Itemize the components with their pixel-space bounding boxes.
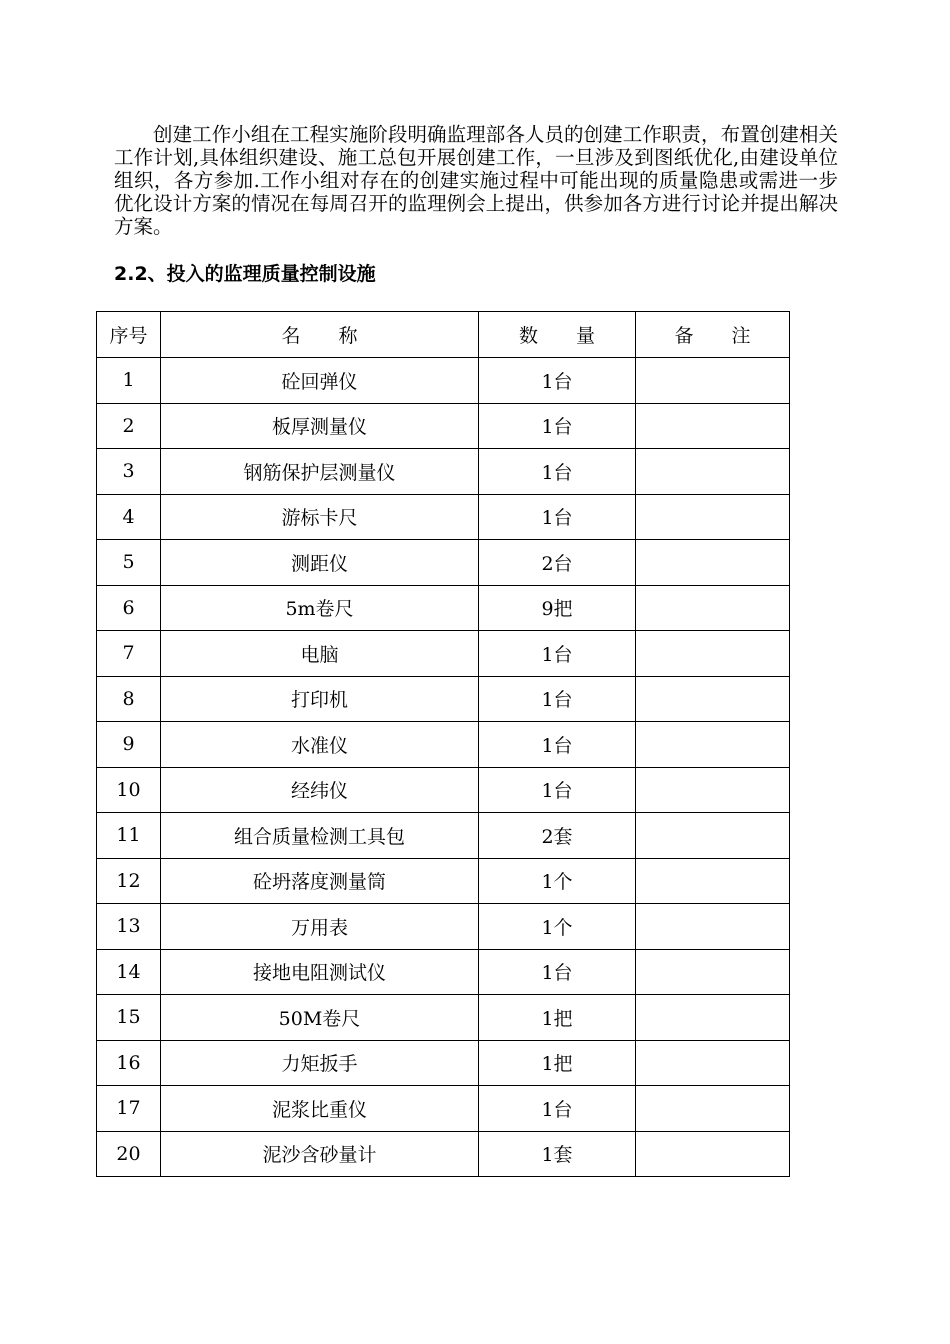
cell-remarks: [636, 995, 790, 1041]
cell-serial-number: 2: [97, 403, 161, 449]
cell-quantity: 9把: [479, 585, 636, 631]
cell-name: 经纬仪: [161, 767, 479, 813]
cell-serial-number: 6: [97, 585, 161, 631]
cell-remarks: [636, 949, 790, 995]
cell-quantity: 1套: [479, 1131, 636, 1177]
table-row: [97, 813, 790, 859]
table-row: [97, 449, 790, 495]
cell-quantity: 1台: [479, 767, 636, 813]
cell-remarks: [636, 676, 790, 722]
cell-quantity: 1个: [479, 904, 636, 950]
cell-remarks: [636, 858, 790, 904]
table-row: [97, 403, 790, 449]
cell-name: 组合质量检测工具包: [161, 813, 479, 859]
cell-quantity: 1个: [479, 858, 636, 904]
cell-serial-number: 16: [97, 1040, 161, 1086]
cell-remarks: [636, 494, 790, 540]
cell-remarks: [636, 585, 790, 631]
cell-name: 万用表: [161, 904, 479, 950]
cell-serial-number: 20: [97, 1131, 161, 1177]
cell-remarks: [636, 722, 790, 768]
cell-quantity: 1台: [479, 403, 636, 449]
cell-quantity: 1台: [479, 1086, 636, 1132]
cell-remarks: [636, 358, 790, 404]
cell-serial-number: 4: [97, 494, 161, 540]
cell-quantity: 1把: [479, 995, 636, 1041]
section-heading: 2.2、投入的监理质量控制设施: [114, 263, 376, 285]
cell-name: 5m卷尺: [161, 585, 479, 631]
cell-name: 50M卷尺: [161, 995, 479, 1041]
cell-name: 板厚测量仪: [161, 403, 479, 449]
header-name: 名 称: [161, 312, 479, 358]
cell-serial-number: 1: [97, 358, 161, 404]
cell-serial-number: 3: [97, 449, 161, 495]
table-row: [97, 995, 790, 1041]
table-row: [97, 949, 790, 995]
cell-remarks: [636, 904, 790, 950]
table-row: [97, 767, 790, 813]
cell-name: 接地电阻测试仪: [161, 949, 479, 995]
cell-remarks: [636, 1086, 790, 1132]
cell-serial-number: 14: [97, 949, 161, 995]
cell-serial-number: 15: [97, 995, 161, 1041]
table-header-row: [97, 312, 790, 358]
cell-remarks: [636, 631, 790, 677]
cell-quantity: 2套: [479, 813, 636, 859]
cell-name: 测距仪: [161, 540, 479, 586]
cell-name: 钢筋保护层测量仪: [161, 449, 479, 495]
cell-quantity: 1台: [479, 449, 636, 495]
table-row: [97, 585, 790, 631]
cell-name: 泥沙含砂量计: [161, 1131, 479, 1177]
cell-name: 电脑: [161, 631, 479, 677]
header-quantity: 数 量: [479, 312, 636, 358]
cell-serial-number: 9: [97, 722, 161, 768]
cell-remarks: [636, 813, 790, 859]
header-remarks: 备 注: [636, 312, 790, 358]
cell-quantity: 1台: [479, 676, 636, 722]
cell-serial-number: 12: [97, 858, 161, 904]
cell-remarks: [636, 1040, 790, 1086]
cell-remarks: [636, 449, 790, 495]
table-row: [97, 1131, 790, 1177]
cell-name: 砼坍落度测量筒: [161, 858, 479, 904]
cell-serial-number: 5: [97, 540, 161, 586]
table-row: [97, 358, 790, 404]
cell-name: 水准仪: [161, 722, 479, 768]
table-row: [97, 858, 790, 904]
table-row: [97, 540, 790, 586]
cell-serial-number: 10: [97, 767, 161, 813]
cell-quantity: 1台: [479, 358, 636, 404]
cell-remarks: [636, 767, 790, 813]
cell-quantity: 1台: [479, 722, 636, 768]
cell-name: 打印机: [161, 676, 479, 722]
table-row: [97, 722, 790, 768]
table-row: [97, 631, 790, 677]
cell-remarks: [636, 403, 790, 449]
cell-remarks: [636, 1131, 790, 1177]
cell-quantity: 1台: [479, 949, 636, 995]
cell-name: 泥浆比重仪: [161, 1086, 479, 1132]
cell-quantity: 1台: [479, 631, 636, 677]
table-row: [97, 494, 790, 540]
cell-name: 砼回弹仪: [161, 358, 479, 404]
cell-quantity: 1台: [479, 494, 636, 540]
cell-quantity: 1把: [479, 1040, 636, 1086]
cell-serial-number: 11: [97, 813, 161, 859]
cell-name: 力矩扳手: [161, 1040, 479, 1086]
cell-serial-number: 17: [97, 1086, 161, 1132]
cell-remarks: [636, 540, 790, 586]
cell-serial-number: 13: [97, 904, 161, 950]
body-paragraph: 创建工作小组在工程实施阶段明确监理部各人员的创建工作职责，布置创建相关工作计划,具体组织建设、施工总包开展创建工作，一旦涉及到图纸优化,由建设单位组织，各方参加.工作小组对存在的创建实施过程中可能出现的质量隐患或需进一步优化设计方案的情况在每周召开的监理例会上提出，供参加各方进行讨论并提出解决方案。: [114, 123, 838, 238]
table-row: [97, 1086, 790, 1132]
table-row: [97, 676, 790, 722]
table-row: [97, 1040, 790, 1086]
header-serial-number: 序号: [97, 312, 161, 358]
cell-name: 游标卡尺: [161, 494, 479, 540]
cell-quantity: 2台: [479, 540, 636, 586]
table-row: [97, 904, 790, 950]
cell-serial-number: 8: [97, 676, 161, 722]
cell-serial-number: 7: [97, 631, 161, 677]
equipment-table: [96, 311, 790, 1177]
